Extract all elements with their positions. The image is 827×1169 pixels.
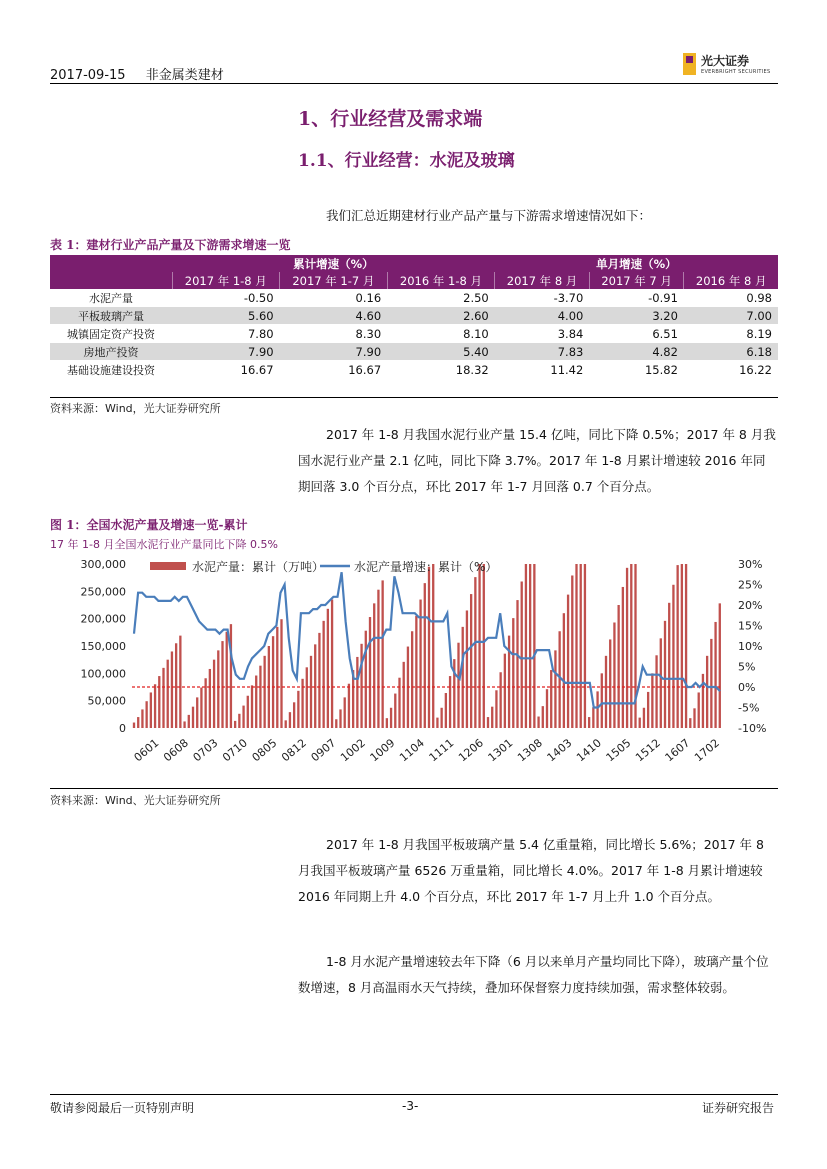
column-header: 2016 年 1-8 月 [387, 272, 495, 289]
paragraph-cement [298, 422, 776, 500]
x-tick-label: 0601 [131, 736, 162, 765]
chart-bar [449, 676, 451, 728]
figure-source: 资料来源：Wind、光大证券研究所 [50, 794, 221, 807]
column-header: 2017 年 8 月 [495, 272, 590, 289]
chart-bar [575, 564, 577, 728]
chart-bar [398, 678, 400, 728]
chart-bar [154, 684, 156, 728]
x-tick-label: 1111 [426, 736, 457, 765]
chart-bar [314, 644, 316, 728]
chart-bar [179, 636, 181, 728]
chart-bar [504, 654, 506, 728]
legend-bar-swatch [150, 562, 186, 570]
chart-bar [419, 600, 421, 728]
chart-bar [150, 692, 152, 728]
chart-bar [289, 712, 291, 728]
table-cell: 0.98 [684, 289, 778, 307]
x-tick-label: 0608 [161, 736, 191, 765]
x-tick-label: 1702 [692, 736, 722, 765]
industry-table [50, 255, 778, 379]
table-cell: 7.83 [495, 343, 590, 361]
table-cell: 15.82 [589, 361, 684, 379]
chart-bar [698, 692, 700, 728]
chart-bar [344, 697, 346, 728]
chart-bar [162, 668, 164, 728]
table-caption: 表 1：建材行业产品产量及下游需求增速一览 [50, 238, 291, 252]
chart-bar [567, 595, 569, 728]
paragraph-summary-text: 1-8 月水泥产量增速较去年下降（6 月以来单月产量均同比下降），玻璃产量个位数增速，8 月高温雨水天气持续，叠加环保督察力度持续加强，需求整体较弱。 [298, 954, 769, 995]
chart-bar [394, 694, 396, 728]
chart-bar [491, 707, 493, 728]
legend-line-label: 水泥产量增速：累计（%） [354, 560, 498, 574]
chart-bar [175, 643, 177, 728]
chart-bar [272, 636, 274, 728]
column-header: 2017 年 1-7 月 [280, 272, 388, 289]
chart-bar [457, 643, 459, 728]
chart-bar [601, 673, 603, 728]
chart-bar [693, 708, 695, 728]
table-column-header [50, 272, 778, 289]
chart-bar [373, 603, 375, 728]
y-tick-label-left: 300,000 [80, 558, 126, 571]
table-cell: 4.60 [280, 307, 388, 325]
chart-bar [188, 715, 190, 728]
chart-bar [301, 679, 303, 728]
page-number: -3- [402, 1099, 419, 1113]
chart-bar [512, 618, 514, 728]
chart-bar [377, 590, 379, 728]
row-label: 水泥产量 [50, 289, 172, 307]
chart-bar [167, 660, 169, 728]
chart-bar [204, 678, 206, 728]
chart-bar [234, 721, 236, 728]
row-label: 基础设施建设投资 [50, 361, 172, 379]
x-tick-label: 0703 [190, 736, 221, 765]
chart-bar [217, 650, 219, 728]
table-cell: 16.67 [280, 361, 388, 379]
table-cell: 8.30 [280, 325, 388, 343]
x-tick-label: 1512 [633, 736, 663, 765]
chart-bar [356, 657, 358, 728]
y-tick-label-right: 15% [738, 619, 763, 633]
chart-bar [280, 619, 282, 728]
chart-bar [238, 714, 240, 728]
y-tick-label-right: -10% [738, 722, 767, 735]
chart-bar [533, 564, 535, 728]
chart-bar [474, 577, 476, 728]
y-tick-label-right: 0% [738, 681, 756, 694]
chart-bar [158, 676, 160, 728]
table-cell: 2.50 [387, 289, 495, 307]
y-tick-label-right: 10% [738, 640, 763, 653]
chart-bar [546, 689, 548, 728]
x-tick-label: 1403 [544, 736, 575, 765]
chart-bar [251, 685, 253, 728]
table-cell: 16.22 [684, 361, 778, 379]
table-row [50, 343, 778, 361]
logo-en: EVERBRIGHT SECURITIES [701, 69, 771, 75]
chart-bar [676, 565, 678, 728]
column-header: 2016 年 8 月 [684, 272, 778, 289]
y-tick-label-right: 30% [738, 558, 763, 571]
y-tick-label-right: -5% [738, 701, 760, 715]
table-cell: 5.60 [172, 307, 280, 325]
chart-bar [672, 585, 674, 728]
table-cell: 3.84 [495, 325, 590, 343]
table-cell: 8.19 [684, 325, 778, 343]
paragraph-glass-text: 2017 年 1-8 月我国平板玻璃产量 5.4 亿重量箱，同比增长 5.6%；2017 年 8 月我国平板玻璃产量 6526 万重量箱，同比增长 4.0%。2017 年 1-8 月累计增速较 2016 年同期上升 4.0 个百分点，环比 2017 年 1-7 月上升 1.0 个百分点。 [298, 837, 764, 904]
footer-disclaimer: 敬请参阅最后一页特别声明 [50, 1101, 195, 1115]
chart-bar [360, 644, 362, 728]
chart-bar [605, 656, 607, 728]
table-cell: 11.42 [495, 361, 590, 379]
chart-bar [550, 670, 552, 728]
chart-bar [306, 667, 308, 728]
table-cell: 8.10 [387, 325, 495, 343]
chart-bar [483, 564, 485, 728]
chart-bar [133, 723, 135, 728]
cement-chart [50, 552, 778, 774]
chart-bar [617, 605, 619, 728]
table-row [50, 307, 778, 325]
chart-bar [293, 702, 295, 728]
group-cumulative: 累计增速（%） [172, 255, 495, 272]
table-row [50, 289, 778, 307]
chart-bar [348, 684, 350, 728]
chart-bar [331, 600, 333, 728]
paragraph-summary [298, 949, 776, 1001]
table-cell: -0.91 [589, 289, 684, 307]
chart-bar [226, 632, 228, 728]
chart-bar [365, 631, 367, 728]
chart-bar [263, 656, 265, 728]
chart-bar [242, 706, 244, 728]
x-tick-label: 1206 [456, 736, 486, 765]
header-rule [50, 83, 778, 84]
y-tick-label-right: 25% [738, 578, 763, 592]
x-tick-label: 1104 [397, 736, 427, 765]
table-cell: 4.00 [495, 307, 590, 325]
chart-bar [660, 638, 662, 728]
report-date: 2017-09-15 [50, 68, 126, 83]
chart-bar [327, 609, 329, 728]
chart-bar [681, 564, 683, 728]
chart-bar [369, 617, 371, 728]
table-cell: 7.80 [172, 325, 280, 343]
chart-bar [529, 564, 531, 728]
table-cell: 6.18 [684, 343, 778, 361]
chart-bar [440, 708, 442, 728]
table-cell: 18.32 [387, 361, 495, 379]
x-tick-label: 1410 [574, 736, 604, 765]
chart-bar [487, 717, 489, 728]
chart-bar [445, 693, 447, 728]
report-sector: 非金属类建材 [145, 68, 224, 83]
chart-bar [710, 639, 712, 728]
chart-bar [542, 706, 544, 728]
chart-bar [411, 631, 413, 728]
group-monthly: 单月增速（%） [495, 255, 778, 272]
legend-bar-label: 水泥产量：累计（万吨） [192, 560, 325, 574]
chart-bar [651, 673, 653, 728]
footer-report-type: 证券研究报告 [702, 1101, 775, 1115]
chart-bar [322, 621, 324, 728]
chart-bar [639, 718, 641, 728]
table-cell: 5.40 [387, 343, 495, 361]
chart-bar [183, 721, 185, 728]
table-cell: 4.82 [589, 343, 684, 361]
table-row [50, 361, 778, 379]
chart-bar [499, 672, 501, 728]
y-tick-label-right: 20% [738, 599, 763, 612]
chart-bar [432, 564, 434, 728]
x-tick-label: 1505 [603, 736, 634, 765]
chart-bar [318, 633, 320, 728]
section-heading: 1、行业经营及需求端 [298, 108, 483, 130]
chart-bar [592, 707, 594, 728]
chart-bar [470, 594, 472, 728]
chart-bar [213, 660, 215, 728]
chart-bar [424, 583, 426, 728]
y-tick-label-right: 5% [738, 660, 756, 674]
chart-bar [335, 719, 337, 728]
logo-cn: 光大证券 [701, 54, 750, 68]
x-tick-label: 1301 [485, 736, 516, 765]
x-tick-label: 0907 [308, 736, 339, 765]
row-label: 房地产投资 [50, 343, 172, 361]
intro-text: 我们汇总近期建材行业产品产量与下游需求增速情况如下： [326, 208, 652, 223]
chart-bar [310, 656, 312, 728]
chart-bar [192, 707, 194, 728]
table-cell: 0.16 [280, 289, 388, 307]
chart-bar [428, 567, 430, 728]
chart-bar [706, 656, 708, 728]
chart-bar [276, 627, 278, 728]
y-tick-label-left: 50,000 [87, 694, 126, 708]
chart-bar [255, 676, 257, 728]
chart-bar [247, 696, 249, 728]
chart-bar [259, 666, 261, 728]
chart-bar [563, 613, 565, 728]
chart-bar [613, 622, 615, 728]
chart-bar [196, 697, 198, 728]
chart-bar [478, 564, 480, 728]
x-tick-label: 1009 [367, 736, 398, 765]
y-tick-label-left: 250,000 [80, 585, 126, 599]
chart-bar [685, 564, 687, 728]
chart-bar [339, 709, 341, 728]
chart-bar [580, 564, 582, 728]
subsection-heading: 1.1、行业经营：水泥及玻璃 [298, 151, 515, 171]
table-bottom-rule [50, 397, 778, 398]
chart-bar [390, 708, 392, 728]
chart-bar [495, 690, 497, 728]
chart-bar [141, 709, 143, 728]
x-tick-label: 0812 [279, 736, 309, 765]
chart-bar [719, 603, 721, 728]
y-tick-label-left: 0 [119, 722, 126, 735]
table-cell: -3.70 [495, 289, 590, 307]
chart-bar [525, 564, 527, 728]
table-row [50, 325, 778, 343]
y-tick-label-left: 200,000 [80, 612, 126, 626]
row-label: 城镇固定资产投资 [50, 325, 172, 343]
row-label: 平板玻璃产量 [50, 307, 172, 325]
figure-subtitle: 17 年 1-8 月全国水泥行业产量同比下降 0.5% [50, 538, 278, 551]
company-logo [683, 52, 770, 75]
x-tick-label: 0710 [220, 736, 250, 765]
paragraph-cement-text: 2017 年 1-8 月我国水泥行业产量 15.4 亿吨，同比下降 0.5%；2017 年 8 月我国水泥行业产量 2.1 亿吨，同比下降 3.7%。2017 年 1-8 月累计增速较 2016 年同期回落 3.0 个百分点，环比 2017 年 1-7 月回落 0.7 个百分点。 [298, 427, 776, 494]
chart-bar [521, 581, 523, 728]
chart-bar [647, 692, 649, 728]
chart-bar [584, 564, 586, 728]
chart-bar [689, 718, 691, 728]
chart-bar [655, 655, 657, 728]
column-header: 2017 年 7 月 [589, 272, 684, 289]
chart-bar [668, 603, 670, 728]
report-header [50, 64, 224, 83]
table-cell: 6.51 [589, 325, 684, 343]
figure-caption: 图 1：全国水泥产量及增速一览-累计 [50, 518, 248, 532]
chart-bar [609, 639, 611, 728]
chart-bar [436, 718, 438, 728]
footer-rule [50, 1094, 778, 1095]
chart-bar [285, 720, 287, 728]
table-cell: 7.00 [684, 307, 778, 325]
paragraph-glass [298, 832, 776, 910]
table-cell: 7.90 [172, 343, 280, 361]
table-cell: 16.67 [172, 361, 280, 379]
x-tick-label: 1607 [662, 736, 693, 765]
chart-bar [415, 616, 417, 728]
table-group-header [50, 255, 778, 272]
column-header: 2017 年 1-8 月 [172, 272, 280, 289]
table-source: 资料来源：Wind，光大证券研究所 [50, 402, 221, 415]
table-cell: 3.20 [589, 307, 684, 325]
chart-bar [588, 717, 590, 728]
chart-bar [558, 631, 560, 728]
y-tick-label-left: 150,000 [80, 640, 126, 653]
chart-bar [209, 669, 211, 728]
chart-bar [381, 580, 383, 728]
chart-bar [386, 718, 388, 728]
chart-bar [200, 688, 202, 728]
chart-bar [554, 650, 556, 728]
table-cell: -0.50 [172, 289, 280, 307]
chart-bar [516, 600, 518, 728]
chart-bar [466, 610, 468, 728]
chart-bar [221, 641, 223, 728]
chart-bar [171, 651, 173, 728]
chart-bar [643, 708, 645, 728]
chart-bar [714, 622, 716, 728]
chart-bar [137, 717, 139, 728]
chart-bar [462, 627, 464, 728]
chart-bar [145, 701, 147, 728]
table-cell: 7.90 [280, 343, 388, 361]
x-tick-label: 0805 [249, 736, 280, 765]
chart-bar [537, 717, 539, 728]
chart-bar [622, 587, 624, 728]
figure-bottom-rule [50, 788, 778, 789]
logo-mark-icon [683, 53, 696, 75]
chart-bar [596, 691, 598, 728]
chart-bar [571, 575, 573, 728]
x-tick-label: 1308 [515, 736, 545, 765]
chart-bar [403, 662, 405, 728]
chart-bar [297, 691, 299, 728]
table-cell: 2.60 [387, 307, 495, 325]
y-tick-label-left: 100,000 [80, 667, 126, 681]
chart-bar [664, 621, 666, 728]
x-tick-label: 1002 [338, 736, 368, 765]
